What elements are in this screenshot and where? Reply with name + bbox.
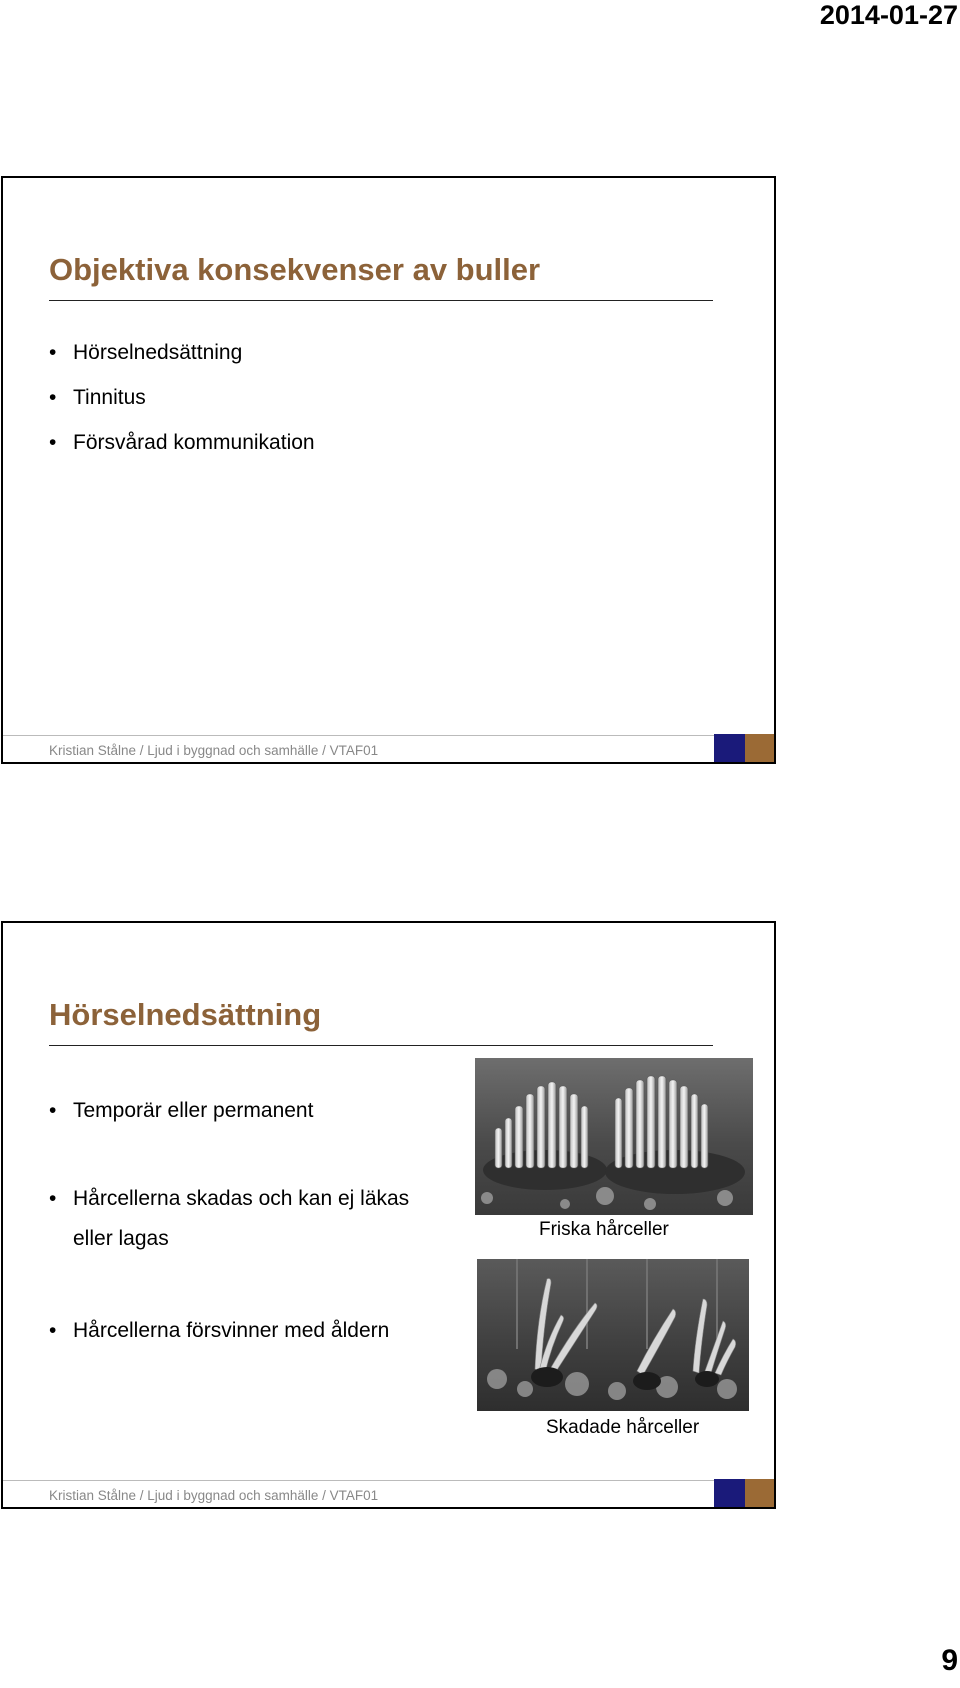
footer-blue-block bbox=[714, 1479, 745, 1507]
bullet-text: Temporär eller permanent bbox=[73, 1099, 314, 1122]
healthy-hair-cells-photo-icon bbox=[475, 1058, 753, 1215]
slide-objektiva-konsekvenser bbox=[1, 176, 776, 764]
list-item bbox=[49, 1091, 449, 1131]
bullet-text: Hårcellerna skadas och kan ej läkas eller lagas bbox=[73, 1187, 410, 1250]
slide-footer: Kristian Stålne / Ljud i byggnad och samhälle / VTAF01 bbox=[49, 743, 379, 758]
footer-blue-block bbox=[714, 734, 745, 762]
title-divider bbox=[49, 300, 713, 301]
footer-divider bbox=[3, 735, 714, 736]
bullet-text: Hårcellerna försvinner med åldern bbox=[73, 1319, 390, 1342]
list-item bbox=[49, 338, 315, 368]
bullet-icon: • bbox=[49, 386, 57, 409]
list-item bbox=[49, 428, 315, 458]
footer-divider bbox=[3, 1480, 714, 1481]
damaged-hair-cells-photo bbox=[477, 1259, 749, 1411]
page-number: 9 bbox=[941, 1644, 958, 1677]
bullet-text: Försvårad kommunikation bbox=[73, 431, 315, 454]
healthy-cells-caption: Friska hårceller bbox=[539, 1219, 669, 1240]
bullet-icon: • bbox=[49, 431, 57, 454]
bullet-text: Hörselnedsättning bbox=[73, 341, 243, 364]
damaged-hair-cells-photo-icon bbox=[477, 1259, 749, 1411]
slide-title: Hörselnedsättning bbox=[49, 997, 322, 1032]
list-item bbox=[49, 1179, 449, 1259]
bullet-icon: • bbox=[49, 1099, 57, 1122]
bullet-icon: • bbox=[49, 341, 57, 364]
bullet-icon: • bbox=[49, 1319, 57, 1342]
bullet-list bbox=[49, 338, 315, 473]
list-item bbox=[49, 383, 315, 413]
slide-title: Objektiva konsekvenser av buller bbox=[49, 252, 541, 287]
page-date: 2014-01-27 bbox=[819, 0, 958, 30]
slide-horselnedsattning bbox=[1, 921, 776, 1509]
title-divider bbox=[49, 1045, 713, 1046]
slide-footer: Kristian Stålne / Ljud i byggnad och samhälle / VTAF01 bbox=[49, 1488, 379, 1503]
footer-brown-block bbox=[745, 1479, 774, 1507]
bullet-text: Tinnitus bbox=[73, 386, 146, 409]
damaged-cells-caption: Skadade hårceller bbox=[546, 1417, 700, 1438]
healthy-hair-cells-photo bbox=[475, 1058, 753, 1215]
footer-brown-block bbox=[745, 734, 774, 762]
list-item bbox=[49, 1311, 449, 1351]
bullet-icon: • bbox=[49, 1187, 57, 1210]
